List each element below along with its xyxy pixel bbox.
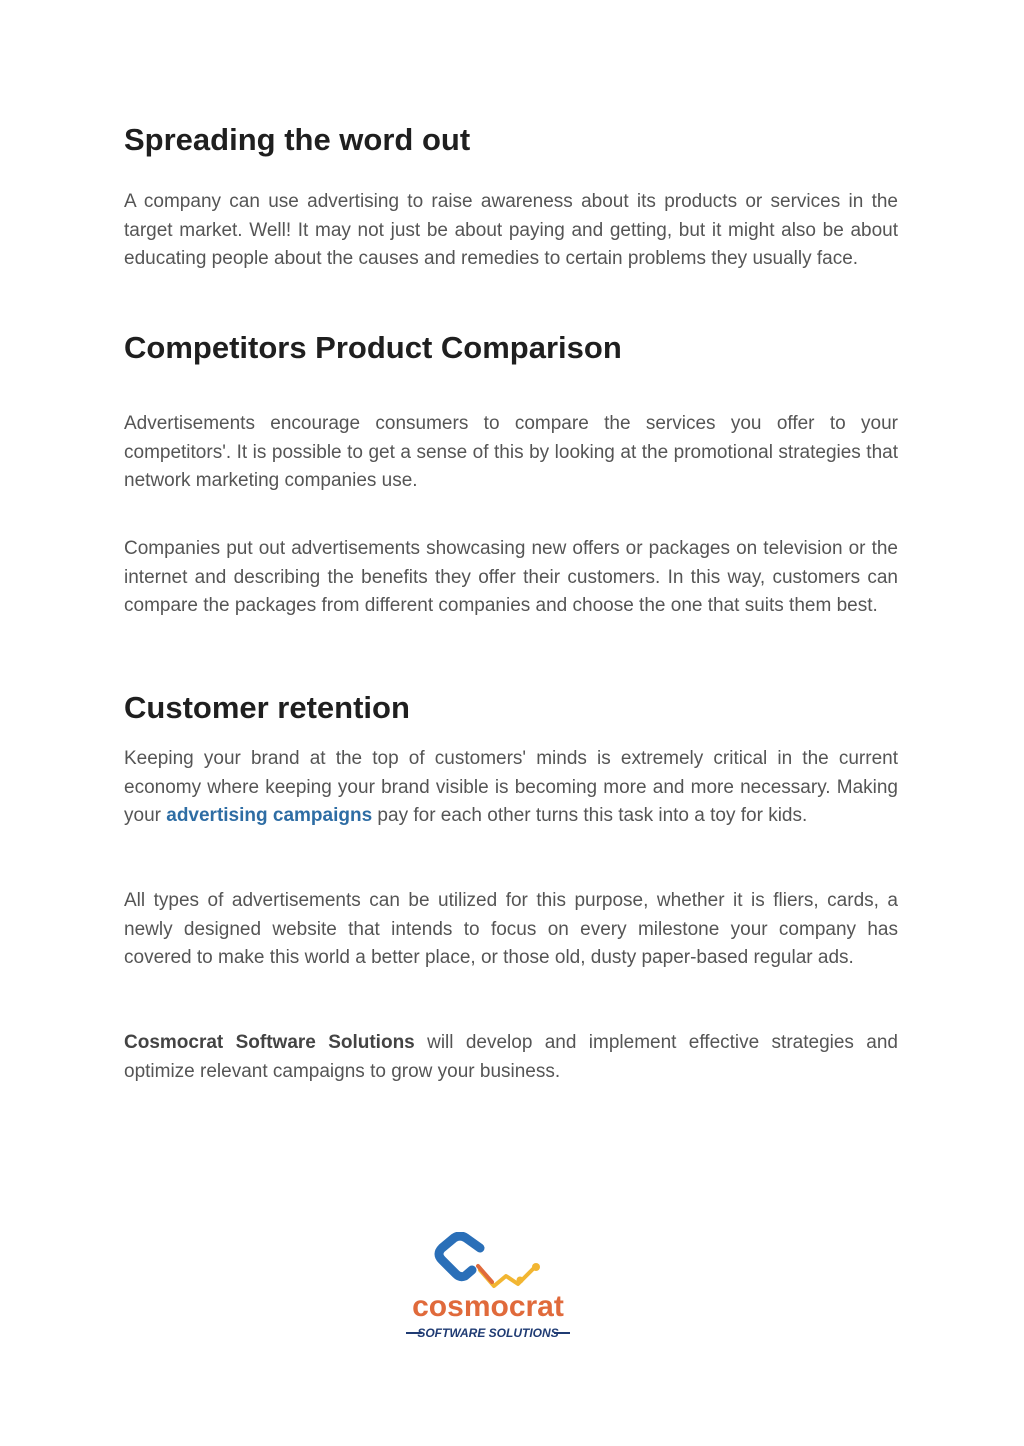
retention-1-text-b: pay for each other turns this task into a toy for kids. — [372, 805, 808, 826]
heading-spreading-word: Spreading the word out — [124, 122, 471, 157]
paragraph-retention-1 — [124, 745, 898, 831]
paragraph-spreading-word: A company can use advertising to raise awareness about its products or services in the target market. Well! It may not just be about paying and getting, but it might also be about educating people about the causes and remedies to certain problems they usually face. — [124, 191, 898, 269]
logo-wordmark: cosmocrat — [412, 1290, 564, 1323]
paragraph-competitors-2: Companies put out advertisements showcasing new offers or packages on television or the internet and describing the benefits they offer their customers. In this way, customers can compare the packages from different companies and choose the one that suits them best. — [124, 538, 898, 616]
logo-tagline: SOFTWARE SOLUTIONS — [417, 1326, 559, 1340]
advertising-campaigns-link[interactable]: advertising campaigns — [166, 805, 373, 826]
retention-3-text: will develop and implement effective strategies and optimize relevant campaigns to grow your business. — [124, 1032, 898, 1082]
paragraph-retention-3 — [124, 1029, 898, 1086]
heading-competitors-comparison: Competitors Product Comparison — [124, 330, 622, 365]
paragraph-competitors-1: Advertisements encourage consumers to compare the services you offer to your competitors'. It is possible to get a sense of this by looking at the promotional strategies that network marketing companies use. — [124, 413, 898, 491]
company-name: Cosmocrat Software Solutions — [124, 1032, 415, 1053]
retention-1-text-a: Keeping your brand at the top of customers' minds is extremely critical in the current economy where keeping your brand visible is becoming more and more necessary. Making your — [124, 748, 898, 826]
heading-customer-retention: Customer retention — [124, 690, 410, 725]
paragraph-retention-2: All types of advertisements can be utilized for this purpose, whether it is fliers, cards, a newly designed website that intends to focus on every milestone your company has covered to make this world a better place, or those old, dusty paper-based regular ads. — [124, 890, 898, 968]
cosmocrat-logo — [402, 1232, 574, 1344]
